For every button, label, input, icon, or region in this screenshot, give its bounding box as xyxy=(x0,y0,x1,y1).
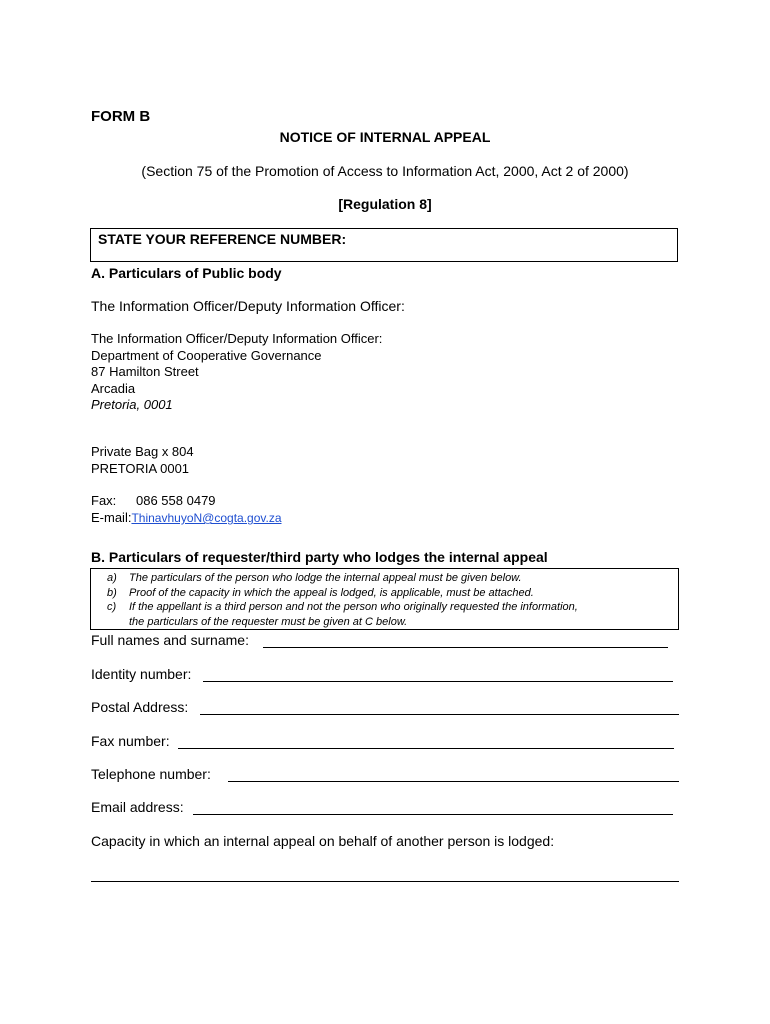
fax-number-label: Fax number: xyxy=(91,733,170,749)
identity-number-label: Identity number: xyxy=(91,666,192,682)
information-officer-heading: The Information Officer/Deputy Information Officer: xyxy=(91,298,405,314)
act-reference: (Section 75 of the Promotion of Access to Information Act, 2000, Act 2 of 2000) xyxy=(141,163,629,179)
fax-label: Fax: xyxy=(91,493,117,508)
capacity-field[interactable] xyxy=(91,881,679,882)
form-label: FORM B xyxy=(91,108,151,125)
postal-address-label: Postal Address: xyxy=(91,699,189,715)
instruction-marker: b) xyxy=(107,586,117,599)
address-line: The Information Officer/Deputy Information Officer: xyxy=(91,331,383,346)
email-link[interactable]: ThinavhuyoN@cogta.gov.za xyxy=(131,511,282,525)
email-address-field[interactable] xyxy=(193,814,673,815)
telephone-number-field[interactable] xyxy=(228,781,679,782)
instruction-text: the particulars of the requester must be given at C below. xyxy=(129,615,408,628)
full-names-field[interactable] xyxy=(263,647,668,648)
instruction-marker: c) xyxy=(107,601,117,613)
public-body-address xyxy=(91,331,382,414)
address-line: Pretoria, 0001 xyxy=(91,397,173,412)
capacity-label: Capacity in which an internal appeal on behalf of another person is lodged: xyxy=(91,833,555,849)
postal-line: Private Bag x 804 xyxy=(91,444,194,459)
email-label: E-mail: xyxy=(91,510,132,525)
regulation-reference: [Regulation 8] xyxy=(338,196,432,212)
identity-number-field[interactable] xyxy=(203,681,673,682)
postal-address xyxy=(91,444,194,477)
reference-number-label: STATE YOUR REFERENCE NUMBER: xyxy=(98,231,347,247)
telephone-number-label: Telephone number: xyxy=(91,766,211,782)
instruction-marker: a) xyxy=(107,572,117,584)
fax-contact xyxy=(91,493,216,508)
email-contact xyxy=(91,510,282,525)
postal-address-field[interactable] xyxy=(200,714,679,715)
address-line: Arcadia xyxy=(91,380,136,396)
instructions-box xyxy=(90,568,679,630)
notice-title: NOTICE OF INTERNAL APPEAL xyxy=(279,129,491,145)
postal-line: PRETORIA 0001 xyxy=(91,460,190,476)
section-b-heading: B. Particulars of requester/third party who lodges the internal appeal xyxy=(91,549,548,565)
email-address-label: Email address: xyxy=(91,799,184,815)
instruction-text: If the appellant is a third person and not the person who originally requested the information, xyxy=(129,601,578,613)
address-line: 87 Hamilton Street xyxy=(91,364,199,379)
instruction-text: Proof of the capacity in which the appeal is lodged, is applicable, must be attached. xyxy=(129,586,534,599)
address-line: Department of Cooperative Governance xyxy=(91,347,322,363)
full-names-label: Full names and surname: xyxy=(91,632,249,648)
instruction-text: The particulars of the person who lodge the internal appeal must be given below. xyxy=(129,572,522,584)
fax-number-field[interactable] xyxy=(178,748,674,749)
section-a-heading: A. Particulars of Public body xyxy=(91,265,282,281)
fax-value: 086 558 0479 xyxy=(136,493,216,508)
